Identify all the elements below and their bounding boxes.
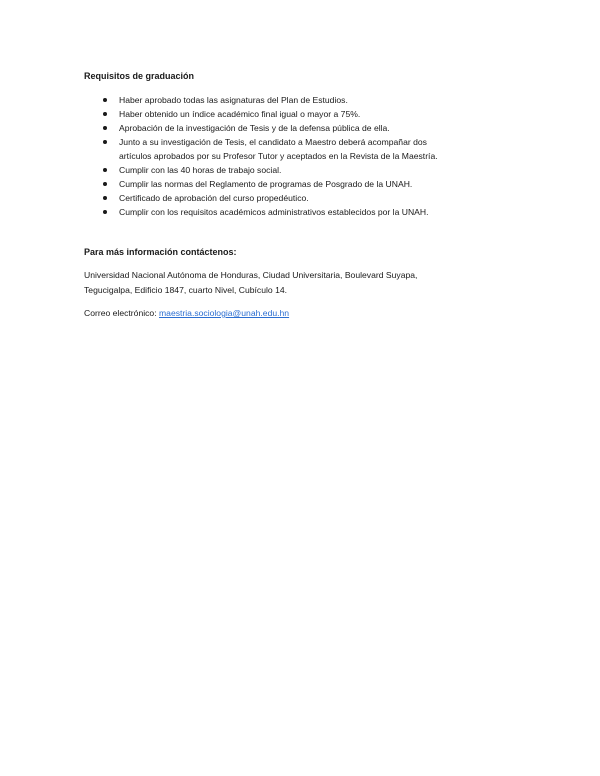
- requirement-text: Aprobación de la investigación de Tesis y de la defensa pública de ella.: [119, 123, 390, 133]
- email-label: Correo electrónico:: [84, 308, 157, 318]
- bullet-icon: [103, 168, 107, 172]
- requirement-item: [84, 107, 439, 121]
- contact-address: Universidad Nacional Autónoma de Honduras, Ciudad Universitaria, Boulevard Suyapa, Tegucigalpa, Edificio 1847, cuarto Nivel, Cubículo 14.: [84, 270, 418, 295]
- requirement-item: [84, 135, 439, 163]
- requirement-text: Junto a su investigación de Tesis, el candidato a Maestro deberá acompañar dos artículos aprobados por su Profesor Tutor y aceptados en la Revista de la Maestría.: [119, 137, 438, 161]
- contact-section: [84, 246, 444, 321]
- requirement-item: [84, 93, 439, 107]
- email-link[interactable]: maestria.sociologia@unah.edu.hn: [159, 308, 290, 318]
- bullet-icon: [103, 98, 107, 102]
- bullet-icon: [103, 210, 107, 214]
- requirement-item: [84, 121, 439, 135]
- bullet-icon: [103, 112, 107, 116]
- bullet-icon: [103, 140, 107, 144]
- requirement-text: Cumplir las normas del Reglamento de programas de Posgrado de la UNAH.: [119, 179, 413, 189]
- requirement-text: Cumplir con los requisitos académicos administrativos establecidos por la UNAH.: [119, 207, 429, 217]
- requirement-item: [84, 177, 439, 191]
- requirement-text: Cumplir con las 40 horas de trabajo social.: [119, 165, 282, 175]
- requirements-list: [84, 93, 444, 219]
- requirement-text: Haber obtenido un índice académico final igual o mayor a 75%.: [119, 109, 361, 119]
- requirement-item: [84, 191, 439, 205]
- document-content: [84, 70, 444, 321]
- requirement-text: Haber aprobado todas las asignaturas del Plan de Estudios.: [119, 95, 348, 105]
- bullet-icon: [103, 126, 107, 130]
- contact-email-line: [84, 306, 439, 321]
- requirement-item: [84, 163, 439, 177]
- bullet-icon: [103, 196, 107, 200]
- requirement-text: Certificado de aprobación del curso propedéutico.: [119, 193, 309, 203]
- requirements-heading: Requisitos de graduación: [84, 71, 195, 81]
- contact-heading: Para más información contáctenos:: [84, 247, 237, 257]
- requirement-item: [84, 205, 439, 219]
- graduation-requirements-section: [84, 70, 444, 219]
- bullet-icon: [103, 182, 107, 186]
